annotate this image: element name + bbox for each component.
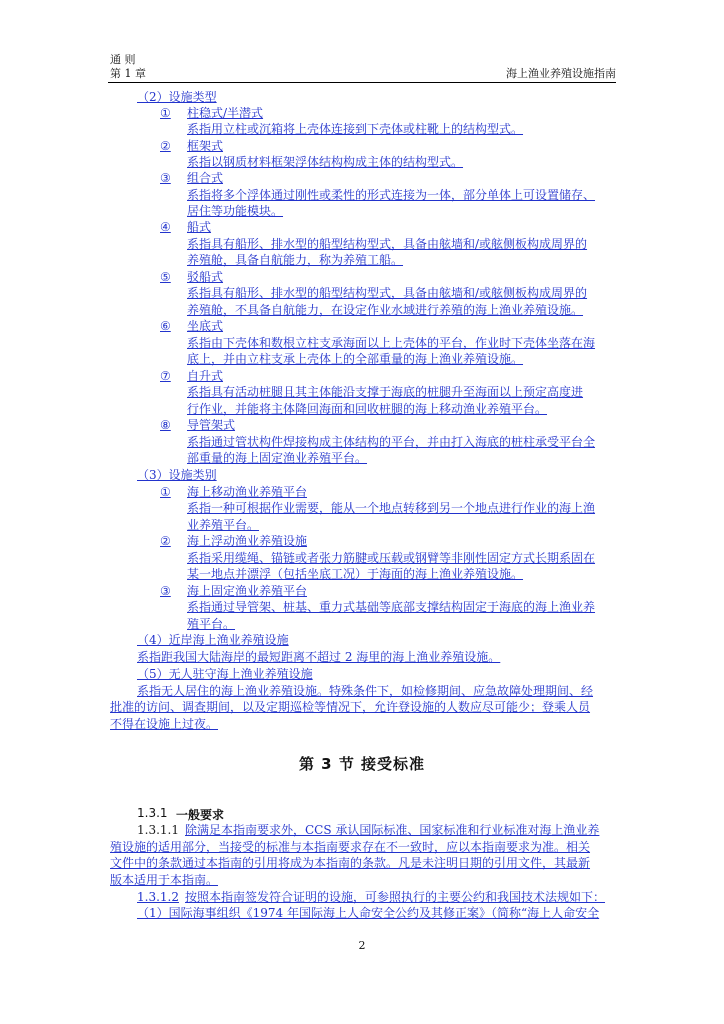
item-description: 系指一种可根据作业需要，能从一个地点转移到另一个地点进行作业的海上渔 bbox=[187, 501, 596, 515]
item-number: ⑧ bbox=[160, 418, 171, 432]
header-chapter: 第 1 章 bbox=[110, 67, 146, 80]
item-description: 系指具有船形、排水型的船型结构型式，具备由舷墙和/或舷侧板构成周界的 bbox=[187, 286, 588, 300]
subsection-description: 批准的访问、调查期间，以及定期巡检等情况下，允许登设施的人数应尽可能少；登乘人员 bbox=[110, 700, 591, 714]
item-description: 系指由下壳体和数根立柱支承海面以上上壳体的平台，作业时下壳体坐落在海 bbox=[187, 336, 596, 350]
item-description: 某一地点并漂浮（包括坐底工况）于海面的海上渔业养殖设施。 bbox=[187, 567, 524, 581]
item-number: ① bbox=[160, 106, 171, 120]
item-number: ⑦ bbox=[160, 369, 171, 383]
item-number: ③ bbox=[160, 171, 171, 185]
item-description: 殖平台。 bbox=[187, 617, 236, 631]
item-description: 底上，并由立柱支承上壳体上的全部重量的海上渔业养殖设施。 bbox=[187, 352, 524, 366]
subsection-description: 系指距我国大陆海岸的最短距离不超过 2 海里的海上渔业养殖设施。 bbox=[137, 650, 501, 664]
item-description: 系指通过管状构件焊接构成主体结构的平台，并由打入海底的桩柱承受平台全 bbox=[187, 435, 596, 449]
clause-number: 1.3.1.2 bbox=[137, 890, 179, 904]
paragraph-line: 版本适用于本指南。 bbox=[110, 873, 219, 887]
header-rule bbox=[108, 82, 616, 83]
item-description: 部重量的海上固定渔业养殖平台。 bbox=[187, 451, 368, 465]
subsection-heading: （3）设施类别 bbox=[137, 468, 217, 482]
item-name: 组合式 bbox=[187, 171, 224, 185]
item-number: ③ bbox=[160, 584, 171, 598]
item-name: 自升式 bbox=[187, 369, 224, 383]
item-name: 驳船式 bbox=[187, 270, 224, 284]
item-description: 居住等功能模块。 bbox=[187, 204, 284, 218]
item-number: ⑤ bbox=[160, 270, 171, 284]
clause-title: 一般要求 bbox=[176, 808, 225, 822]
paragraph-line: 除满足本指南要求外，CCS 承认国际标准、国家标准和行业标准对海上渔业养 bbox=[185, 823, 600, 837]
header-guide-title: 海上渔业养殖设施指南 bbox=[506, 67, 616, 80]
paragraph-line: 殖设施的适用部分，当接受的标准与本指南要求存在不一致时，应以本指南要求为准。相关 bbox=[110, 840, 591, 854]
item-description: 系指具有活动桩腿且其主体能沿支撑于海底的桩腿升至海面以上预定高度进 bbox=[187, 385, 584, 399]
item-name: 柱稳式/半潜式 bbox=[187, 106, 264, 120]
item-description: 行作业，并能将主体降回海面和回收桩腿的海上移动渔业养殖平台。 bbox=[187, 402, 548, 416]
subsection-heading: （4）近岸海上渔业养殖设施 bbox=[137, 633, 289, 647]
header-chapter-group: 通 则 bbox=[110, 53, 136, 66]
item-description: 业养殖平台。 bbox=[187, 518, 260, 532]
subsection-heading: （5）无人驻守海上渔业养殖设施 bbox=[137, 667, 313, 681]
item-number: ④ bbox=[160, 220, 171, 234]
item-name: 船式 bbox=[187, 220, 212, 234]
paragraph-line: 按照本指南签发符合证明的设施，可参照执行的主要公约和我国技术法规如下： bbox=[185, 890, 606, 904]
paragraph-line: 文件中的条款通过本指南的引用将成为本指南的条款。凡是未注明日期的引用文件，其最新 bbox=[110, 856, 591, 870]
section-title: 第 3 节 接受标准 bbox=[298, 755, 426, 773]
item-description: 系指具有船形、排水型的船型结构型式，具备由舷墙和/或舷侧板构成周界的 bbox=[187, 237, 588, 251]
item-description: 系指采用缆绳、锚链或者张力筋腱或压载或钢臂等非刚性固定方式长期系固在 bbox=[187, 551, 596, 565]
subsection-description: 不得在设施上过夜。 bbox=[110, 717, 219, 731]
paragraph-line: （1）国际海事组织《1974 年国际海上人命安全公约及其修正案》（简称“海上人命安全 bbox=[137, 906, 600, 920]
item-description: 养殖舱，不具备自航能力，在设定作业水域进行养殖的海上渔业养殖设施。 bbox=[187, 303, 584, 317]
page-number: 2 bbox=[358, 939, 366, 952]
item-number: ⑥ bbox=[160, 319, 171, 333]
item-name: 导管架式 bbox=[187, 418, 236, 432]
item-number: ② bbox=[160, 534, 171, 548]
clause-number: 1.3.1 bbox=[137, 806, 168, 820]
subsection-description: 系指无人居住的海上渔业养殖设施。特殊条件下，如检修期间、应急故障处理期间、经 bbox=[137, 684, 594, 698]
subsection-heading: （2）设施类型 bbox=[137, 90, 217, 104]
item-name: 海上移动渔业养殖平台 bbox=[187, 485, 308, 499]
item-number: ① bbox=[160, 485, 171, 499]
item-name: 框架式 bbox=[187, 139, 224, 153]
item-description: 系指通过导管架、桩基、重力式基础等底部支撑结构固定于海底的海上渔业养 bbox=[187, 600, 596, 614]
item-name: 海上固定渔业养殖平台 bbox=[187, 584, 308, 598]
item-name: 坐底式 bbox=[187, 319, 224, 333]
item-description: 系指用立柱或沉箱将上壳体连接到下壳体或柱靴上的结构型式。 bbox=[187, 122, 524, 136]
clause-number: 1.3.1.1 bbox=[137, 823, 179, 837]
item-number: ② bbox=[160, 139, 171, 153]
item-description: 系指将多个浮体通过刚性或柔性的形式连接为一体，部分单体上可设置储存、 bbox=[187, 188, 596, 202]
item-description: 系指以钢质材料框架浮体结构构成主体的结构型式。 bbox=[187, 155, 464, 169]
item-description: 养殖舱，具备自航能力，称为养殖工船。 bbox=[187, 253, 404, 267]
item-name: 海上浮动渔业养殖设施 bbox=[187, 534, 308, 548]
